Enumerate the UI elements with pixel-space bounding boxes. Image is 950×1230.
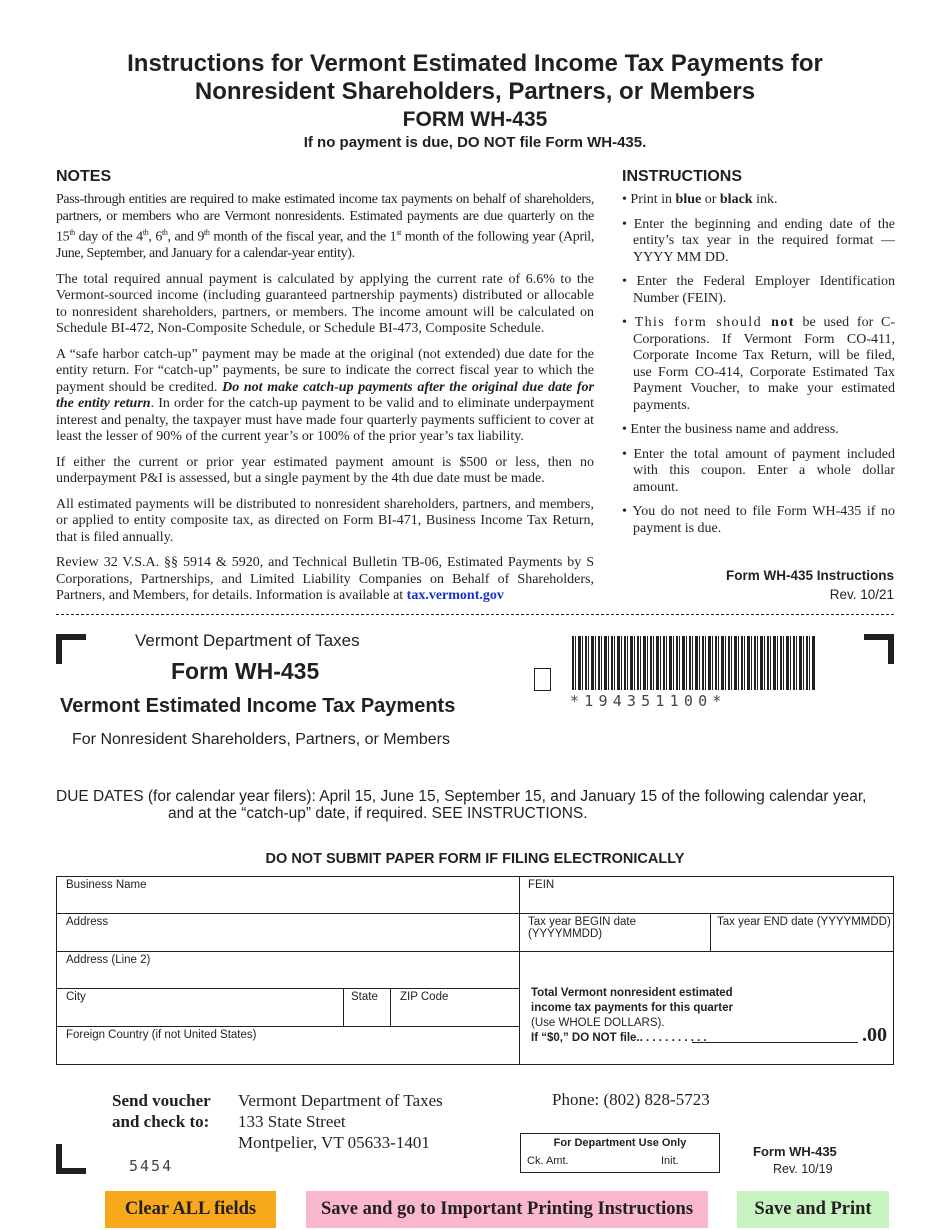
department-use-box xyxy=(520,1133,720,1173)
total-payment-zero-note: If “$0,” DO NOT file.. . . . . . . . . . . xyxy=(531,1032,707,1044)
end-date-cell xyxy=(711,914,893,952)
instruction-item: • You do not need to file Form WH-435 if no payment is due. xyxy=(622,504,895,537)
instruction-bold: black xyxy=(719,192,753,207)
barcode-image xyxy=(572,636,815,690)
due-dates-line-2: and at the “catch-up” date, if required. SEE INSTRUCTIONS. xyxy=(168,805,588,822)
business-name-label: Business Name xyxy=(66,879,147,891)
notes-p1-text-b: day of the 4 xyxy=(74,229,143,245)
send-voucher-label xyxy=(112,1090,211,1132)
page-title-line-1: Instructions for Vermont Estimated Income Tax Payments for xyxy=(127,50,823,77)
voucher-subtitle: For Nonresident Shareholders, Partners, or Members xyxy=(72,731,450,748)
instruction-text: This form should xyxy=(634,315,772,330)
page-title-line-2: Nonresident Shareholders, Partners, or Members xyxy=(194,78,756,105)
zip-cell xyxy=(391,989,520,1027)
due-dates-line-1: DUE DATES (for calendar year filers): April 15, June 15, September 15, and January 15 of the following calendar year, xyxy=(56,788,867,805)
begin-date-input[interactable] xyxy=(528,932,702,948)
foreign-country-cell xyxy=(57,1027,520,1064)
state-label: State xyxy=(351,991,378,1003)
send-voucher-line-2: and check to: xyxy=(112,1112,210,1131)
total-payment-input[interactable] xyxy=(692,1026,858,1042)
foreign-country-input[interactable] xyxy=(65,1045,511,1061)
notes-p1-text-e: month of the fiscal year, and the 1 xyxy=(209,229,397,245)
notes-paragraph-1 xyxy=(56,192,594,263)
notes-paragraph-5: All estimated payments will be distributed to nonresident shareholders, partners, and members, or applied to entity composite tax, as directed on Form BI-471, Business Income Tax Return, that is filed annually. xyxy=(56,496,594,545)
notes-p1-text-a: Pass-through entities are required to make estimated income tax payments on behalf of shareholders, partners, or members who are Vermont nonresidents. Estimated payments are due quarterly on the 15 xyxy=(56,192,594,245)
voucher-form-label: Form WH-435 xyxy=(753,1144,837,1159)
instruction-item: • Enter the Federal Employer Identification Number (FEIN). xyxy=(622,274,895,307)
city-cell xyxy=(57,989,344,1027)
save-and-print-button[interactable]: Save and Print xyxy=(737,1191,889,1228)
mailing-address-line-1: Vermont Department of Taxes xyxy=(238,1091,443,1110)
instructions-form-label: Form WH-435 Instructions xyxy=(725,568,894,583)
instruction-item xyxy=(622,315,895,414)
begin-date-cell xyxy=(520,914,711,952)
notes-p1-text-d: , and 9 xyxy=(167,229,205,245)
save-printing-instructions-button[interactable]: Save and go to Important Printing Instructions xyxy=(306,1191,708,1228)
voucher-revision: Rev. 10/19 xyxy=(773,1162,833,1176)
total-payment-text: Total Vermont nonresident estimated income tax payments for this quarter xyxy=(531,987,733,1014)
notes-p3-text-c: . In order for the catch-up payment to be valid and to eliminate underpayment interest and penalty, the taxpayer must have made four quarterly payments sufficient to cover at least the lesser of 90% of the current year’s or 100% of the prior year’s tax liability. xyxy=(56,396,594,445)
initials-label: Init. xyxy=(661,1155,679,1167)
zip-input[interactable] xyxy=(399,1007,511,1023)
address2-label: Address (Line 2) xyxy=(66,954,151,966)
check-amount-label: Ck. Amt. xyxy=(527,1155,569,1167)
cents-suffix: .00 xyxy=(862,1024,887,1046)
instruction-text: or xyxy=(701,192,720,207)
tax-vermont-link[interactable]: tax.vermont.gov xyxy=(406,588,504,604)
notes-p1-text-c: , 6 xyxy=(148,229,162,245)
notes-paragraph-3 xyxy=(56,347,594,446)
notes-section xyxy=(56,192,594,614)
ordinal-suffix: st xyxy=(396,228,401,237)
end-date-label: Tax year END date (YYYYMMDD) xyxy=(717,916,891,928)
address-input[interactable] xyxy=(65,932,511,948)
notes-p3-emphasis: Do not make catch-up payments after the original due date for the entity return xyxy=(56,379,595,412)
no-payment-notice: If no payment is due, DO NOT file Form WH-435. xyxy=(303,134,647,151)
instructions-revision: Rev. 10/21 xyxy=(829,587,894,602)
fein-label: FEIN xyxy=(528,879,555,891)
form-id: FORM WH-435 xyxy=(402,108,548,131)
begin-date-label: Tax year BEGIN date (YYYYMMDD) xyxy=(528,916,637,940)
electronic-filing-warning: DO NOT SUBMIT PAPER FORM IF FILING ELECTRONICALLY xyxy=(265,851,685,867)
address-cell xyxy=(57,914,520,952)
instruction-text: ink. xyxy=(752,192,778,207)
voucher-form-id: Form WH-435 xyxy=(171,658,320,684)
instructions-list xyxy=(622,192,895,545)
ordinal-suffix: th xyxy=(69,228,75,237)
clear-all-fields-button[interactable]: Clear ALL fields xyxy=(105,1191,276,1228)
instruction-item: • Enter the total amount of payment included with this coupon. Enter a whole dollar amount. xyxy=(622,447,895,497)
notes-heading: NOTES xyxy=(56,168,112,185)
notes-paragraph-4: If either the current or prior year estimated payment amount is $500 or less, then no underpayment P&I is assessed, but a single payment by the 4th due date must be made. xyxy=(56,454,594,487)
notes-p3-text-a: A “safe harbor catch-up” payment may be made at the original (not extended) due date for the entity return. For “catch-up” payments, be sure to indicate the correct fiscal year to which the payment should be credited. xyxy=(56,346,594,395)
ordinal-suffix: th xyxy=(204,228,210,237)
notes-p6-text: Review 32 V.S.A. §§ 5914 & 5920, and Technical Bulletin TB-06, Estimated Payments by S Corporations, Partnerships, and Limited Liability Companies on Behalf of Shareholders, Partners, and Members, for details. Information is available at xyxy=(56,555,594,604)
mailing-address xyxy=(238,1090,443,1153)
mailing-address-line-2: 133 State Street xyxy=(238,1112,346,1131)
total-payment-text-note: (Use WHOLE DOLLARS). xyxy=(531,1017,665,1029)
address2-input[interactable] xyxy=(65,969,511,985)
corner-mark-top-right xyxy=(864,634,894,664)
barcode-text: *194351100* xyxy=(570,692,727,710)
instruction-item xyxy=(622,192,895,209)
end-date-input[interactable] xyxy=(719,932,885,948)
mailing-address-line-3: Montpelier, VT 05633-1401 xyxy=(238,1133,430,1152)
voucher-title: Vermont Estimated Income Tax Payments xyxy=(60,695,456,717)
notes-paragraph-2: The total required annual payment is calculated by applying the current rate of 6.6% to the Vermont-sourced income (including guaranteed partnership payments) distributed or allocable to nonresident shareholders, partners, or members. The income amount will be calculated on Schedule BI-472, Non-Composite Schedule, or Schedule BI-473, Composite Schedule. xyxy=(56,271,594,337)
ordinal-suffix: th xyxy=(142,228,149,237)
instruction-text: Print in xyxy=(630,192,676,207)
city-label: City xyxy=(66,991,86,1003)
corner-mark-top-left xyxy=(56,634,86,664)
notes-paragraph-6 xyxy=(56,555,594,605)
phone-number: Phone: (802) 828-5723 xyxy=(552,1090,710,1109)
instructions-heading: INSTRUCTIONS xyxy=(622,168,742,185)
cut-line xyxy=(56,614,894,615)
instruction-bold: not xyxy=(771,315,795,330)
notes-p1-text-f: month of the following year (April, June, September, and January for a calendar-year entity). xyxy=(56,229,594,262)
scan-code: 5454 xyxy=(129,1157,174,1175)
instruction-item: • Enter the beginning and ending date of the entity’s tax year in the required format — YYYY MM DD. xyxy=(622,217,895,267)
ordinal-suffix: th xyxy=(161,228,168,237)
department-use-title: For Department Use Only xyxy=(553,1137,687,1149)
instruction-item: • Enter the business name and address. xyxy=(622,422,895,439)
corner-mark-bottom-left xyxy=(56,1144,86,1174)
voucher-department: Vermont Department of Taxes xyxy=(135,631,360,650)
zip-label: ZIP Code xyxy=(400,991,449,1003)
city-input[interactable] xyxy=(65,1007,335,1023)
fein-cell xyxy=(520,877,893,914)
address-label: Address xyxy=(66,916,109,928)
state-input[interactable] xyxy=(348,1007,386,1023)
state-cell xyxy=(344,989,391,1027)
instruction-text: be used for C-Corporations. If Vermont Form CO-411, Corporate Income Tax Return, will be filed, use Form CO-414, Corporate Estimated Tax Payment Voucher, to make your estimated payments. xyxy=(633,315,896,413)
address2-cell xyxy=(57,952,520,989)
send-voucher-line-1: Send voucher xyxy=(112,1091,211,1110)
amended-checkbox[interactable] xyxy=(534,668,551,691)
total-payment-underline xyxy=(692,1042,858,1043)
business-name-cell xyxy=(57,877,520,914)
business-name-input[interactable] xyxy=(65,894,511,910)
fein-input[interactable] xyxy=(528,894,885,910)
instruction-bold: blue xyxy=(675,192,702,207)
foreign-country-label: Foreign Country (if not United States) xyxy=(66,1029,257,1041)
